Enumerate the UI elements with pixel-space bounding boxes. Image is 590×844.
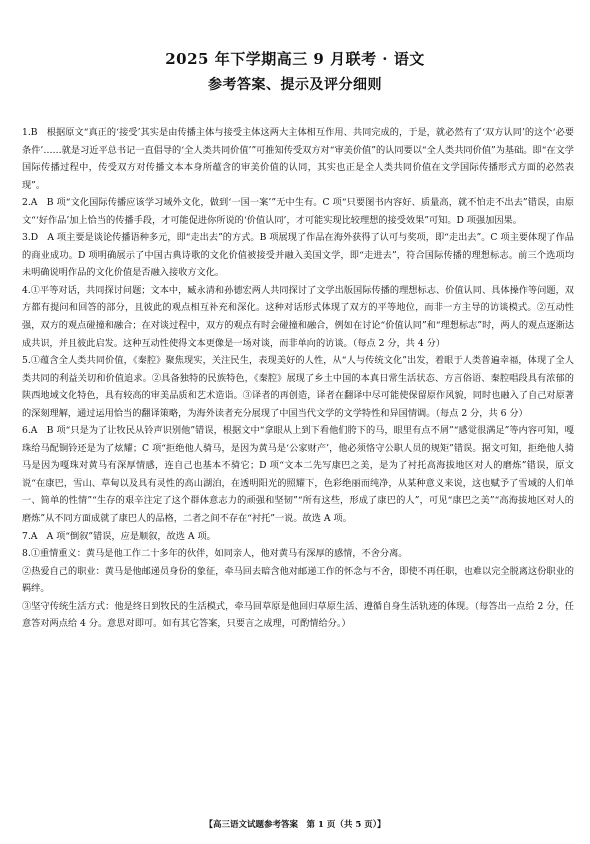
answer-8-point-3: ③坚守传统生活方式：他是终日到牧民的生活模式，牵马回草原是他回归草原生活、遵循自身生活轨迹的体现。（每答出一点给 2 分，任意答对两点给 4 分。意思对即可。如有其它答案，只要言之成理，可酌情给分。）: [22, 600, 574, 630]
answer-8-point-2: ②热爱自己的职业：黄马是他邮递员身份的象征，牵马回去暗含他对邮递工作的怀念与不舍，即使不再任职，也难以完全脱离这份职业的羁绊。: [22, 565, 574, 595]
answers-body: [22, 124, 574, 633]
answer-2: 2.A B 项“文化国际传播应该学习域外文化，做到‘一国一案’”无中生有。C 项“只要图书内容好、质量高，就不怕走不出去”错误，由原文“‘好作品’加上恰当的传播手段，才可能促进你所说的‘价值认同’，才可能实现比较理想的接受效果”可知。D 项强加因果。: [22, 197, 574, 226]
answer-7: 7.A A 项“倒叙”错误，应是顺叙，故选 A 项。: [22, 530, 216, 542]
answer-1: 1.B 根据原文“真正的‘接受’其实是由传播主体与接受主体这两大主体相互作用、共同完成的，于是，就必然有了‘双方认同’的这个‘必要条件’……就是习近平总书记一直倡导的‘全人类共同价值’”可推知传受双方对“审美价值”的认同要以“全人类共同价值”为基础。即“在文学国际传播过程中，传受双方对传播文本本身所蕴含的审美价值的认同，其实也正是全人类共同价值在文学国际传播形式方面的必然表现”。: [22, 127, 574, 191]
answer-3: 3.D A 项主要是谈论传播语种多元，即“走出去”的方式。B 项展现了作品在海外获得了认可与奖项，即“走出去”。C 项主要体现了作品的商业成功。D 项明确展示了中国古典诗歌的文化价值被接受并融入美国文学，即“走进去”，符合国际传播的理想标志。前三个选项均未明确说明作品的文化价值是否融入接收方文化。: [22, 232, 574, 279]
answer-8-point-1: 8.①重情重义：黄马是他工作二十多年的伙伴，如同亲人，他对黄马有深厚的感情，不舍分离。: [22, 548, 408, 560]
page-footer: 【高三语文试题参考答案 第 1 页（共 5 页）】: [204, 820, 386, 830]
answer-5: 5.①蕴含全人类共同价值，《秦腔》聚焦现实，关注民生，表现美好的人性，从“人与传统文化”出发，着眼于人类普遍幸福，体现了全人类共同的利益关切和价值追求。②具备独特的民族特色，《秦腔》展现了乡土中国的本真日常生活状态、方言俗语、秦腔唱段具有浓郁的陕西地域文化特色，具有较高的审美品质和艺术造诣。③译者的再创造，译者在翻译中尽可能使保留原作风貌，同时也融入了自己对原著的深刻理解，通过运用恰当的翻译策略，为海外读者充分展现了中国当代文学的文学特性和异国情调。（每点 2 分，共 6 分）: [22, 355, 574, 419]
answer-6: 6.A B 项“只是为了让牧民从铃声识别他”错误，根据文中“拿眼从上到下看他们胯下的马，眼里有点不屑”“感觉很满足”等内容可知，嘎珠给马配铜铃还是为了炫耀；C 项“拒绝他人骑马，是因为黄马是‘公家财产’，他必须恪守公职人员的规矩”错误。据文可知，拒绝他人骑马是因为嘎珠对黄马有深厚情感，连自己也基本不骑它；D 项“文本二先写康巴之美，是为了衬托高海拔地区对人的磨炼”错误，原文说“在康巴，雪山、草甸以及具有灵性的高山湖泊，在透明阳光的照耀下，色彩绝丽而纯净，从某种意义来说，这也赋予了雪域的人们单一、简单的性情”“生存的艰辛注定了这个群体意志力的顽强和坚韧”“所有这些，形成了康巴的人”，可见“康巴之美”“高海拔地区对人的磨炼”从不同方面成就了康巴人的品格，二者之间不存在“衬托”一说。故选 A 项。: [22, 425, 574, 525]
page-title: 2025 年下学期高三 9 月联考 · 语文: [165, 50, 425, 68]
page-subtitle: 参考答案、提示及评分细则: [208, 77, 382, 93]
answer-4: 4.①平等对话，共同探讨问题；文本中，臧永清和孙德宏两人共同探讨了文学出版国际传播的理想标志、价值认同、具体操作等问题，双方都有提问和回答的部分，且彼此的观点相互补充和深化。这种对话形式体现了双方的平等地位，而非一方主导的访谈模式。②互动性强，双方的观点碰撞和融合；在对谈过程中，双方的观点有时会碰撞和融合，例如在讨论“价值认同”和“理想标志”时，两人的观点逐渐达成共识，并且彼此启发。这种互动性使得文本更像是一场对谈，而非单向的访谈。（每点 2 分，共 4 分）: [22, 284, 574, 349]
